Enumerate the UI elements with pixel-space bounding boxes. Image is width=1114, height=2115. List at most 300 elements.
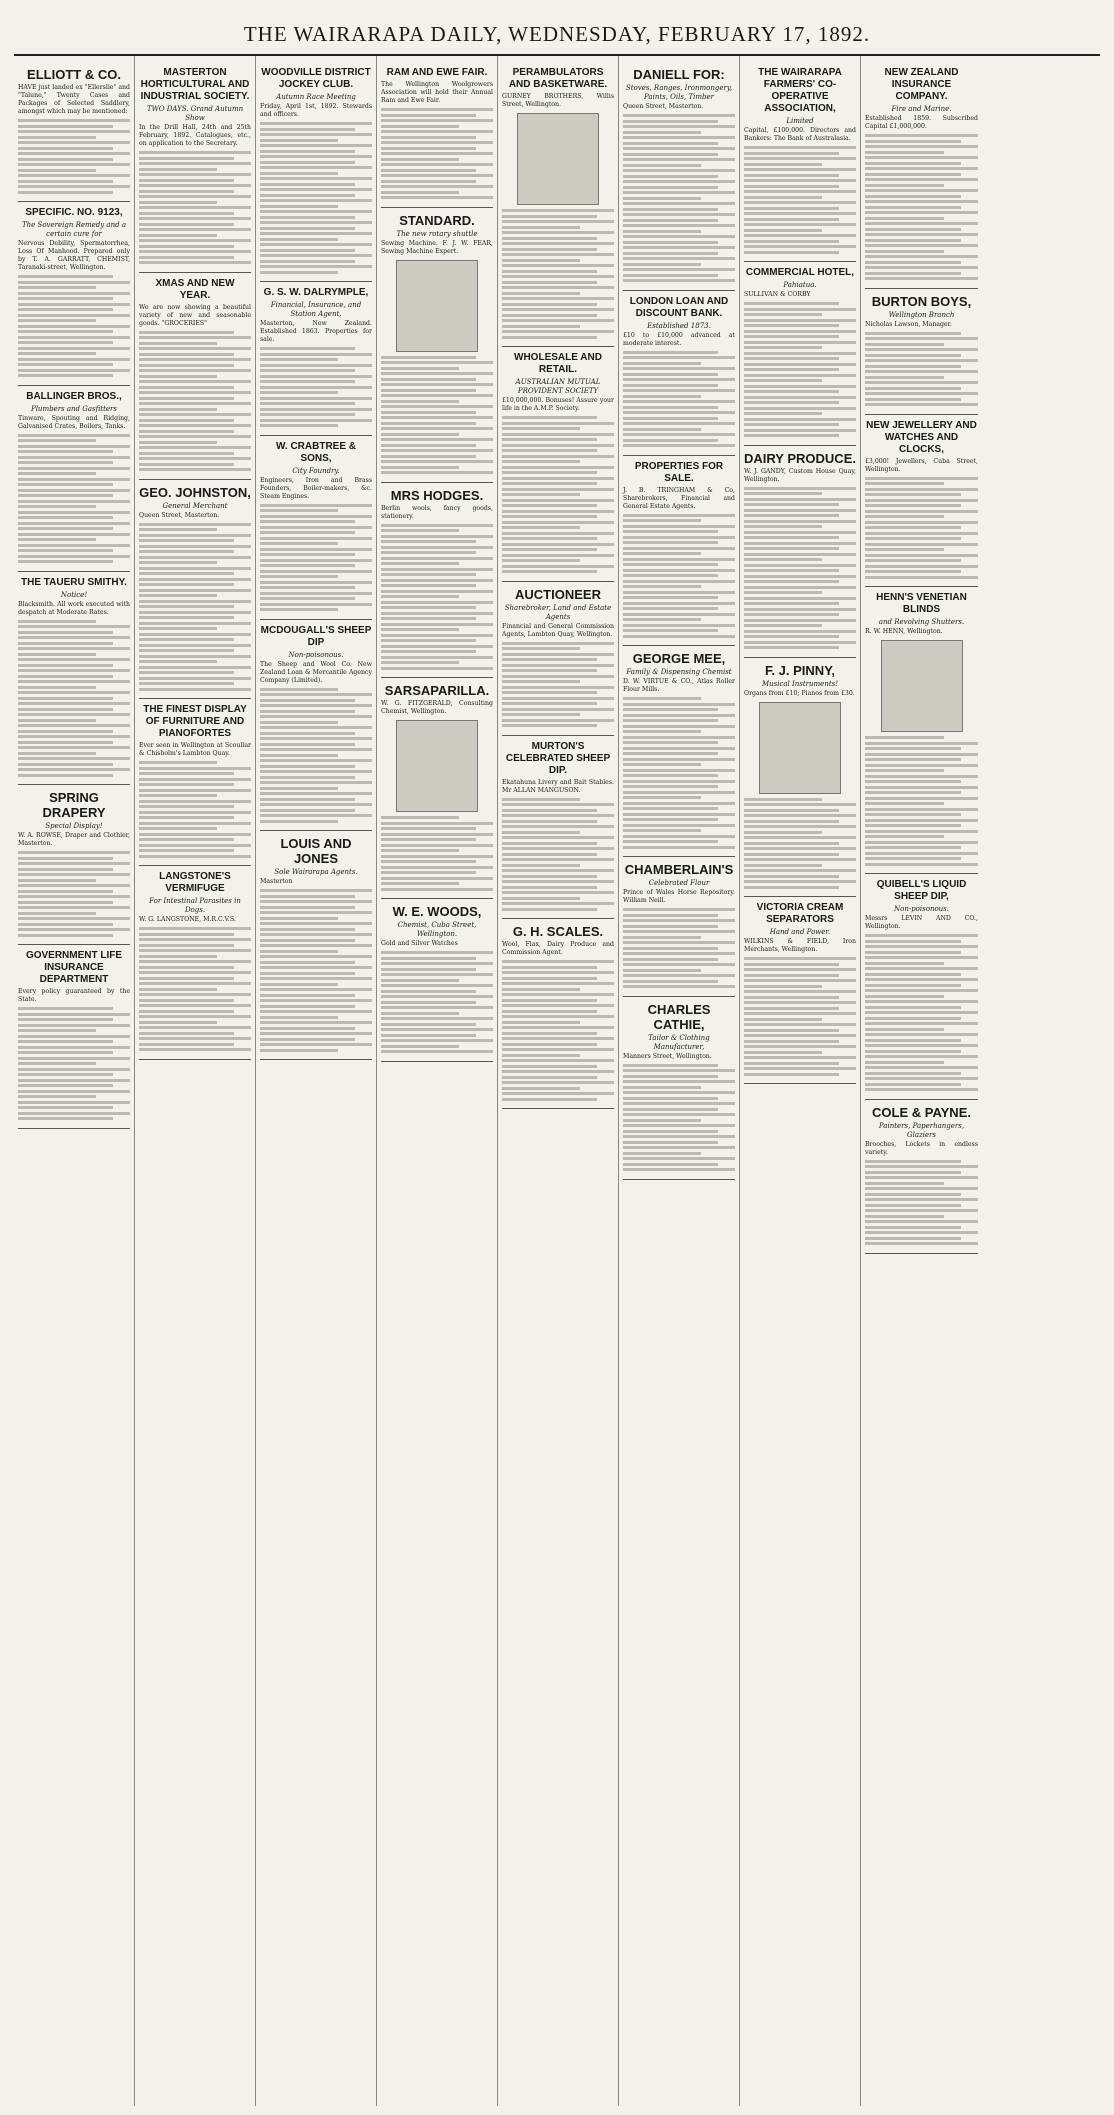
advertisement [260,436,372,620]
text-line [744,341,856,344]
text-line [139,638,234,641]
text-line [18,136,96,139]
text-line [744,814,856,817]
text-line [260,983,338,986]
text-line [502,286,614,289]
text-line [139,999,234,1002]
text-line [623,908,735,911]
text-line [18,730,113,733]
text-line [260,966,372,969]
text-line [623,125,735,128]
text-line [623,547,735,550]
text-line [139,419,234,422]
ad-subheading: Autumn Race Meeting [276,93,356,101]
column-6 [619,56,740,2106]
text-line [623,813,735,816]
text-line [260,950,338,953]
text-line [260,1027,355,1030]
text-line [18,680,130,683]
text-line [381,1012,459,1015]
text-line [381,367,459,370]
text-line [623,362,701,365]
text-line [381,1045,459,1048]
text-line [260,994,355,997]
text-line [260,166,372,169]
text-line [260,608,338,611]
text-line [381,816,459,819]
text-line [865,775,978,778]
text-line [381,995,493,998]
text-line [623,367,735,370]
ad-heading: F. J. PINNY, [764,662,836,678]
text-line [260,1038,355,1041]
ad-body: The Wellington Woolgrowers Association will hold their Annual Ram and Ewe Fair. [381,81,493,104]
ad-heading: PROPERTIES FOR SALE. [634,460,724,484]
text-line [865,1061,944,1064]
text-line [623,780,735,783]
text-line [623,1086,701,1089]
text-line [502,231,614,234]
text-line [744,1056,856,1059]
text-line [18,308,113,311]
text-line [865,532,978,535]
text-line [865,989,978,992]
text-line [502,1054,580,1057]
text-line [865,398,961,401]
advertisement [744,897,856,1084]
ad-body: Berlin wools, fancy goods, stationery. [381,504,493,520]
text-line [260,754,338,757]
text-line [139,369,251,372]
text-line [865,200,978,203]
text-line [502,836,614,839]
text-line [502,215,597,218]
engraving-illustration [881,640,963,732]
text-line [139,583,234,586]
text-line [865,1055,978,1058]
text-line [865,477,978,480]
text-line [381,433,459,436]
column-2 [135,56,256,2106]
text-line [744,558,822,561]
text-line [744,990,856,993]
text-line [139,822,251,825]
text-line [865,945,978,948]
text-line [260,586,355,589]
advertisement [744,446,856,658]
small-print [18,119,130,194]
text-line [623,158,735,161]
text-line [139,844,251,847]
text-line [865,228,961,231]
text-line [865,167,978,170]
text-line [623,147,735,150]
text-line [744,591,822,594]
ad-heading: W. CRABTREE & SONS, [276,440,356,464]
text-line [18,489,130,492]
text-line [260,988,372,991]
text-line [502,809,597,812]
text-line [744,842,839,845]
ad-body: Established 1859. Subscribed Capital £1,000,000. [865,115,978,130]
text-line [623,213,735,216]
text-line [381,568,493,571]
text-line [865,1209,978,1212]
text-line [260,391,338,394]
text-line [139,556,251,559]
ad-subheading: General Merchant [162,501,228,510]
text-line [502,993,614,996]
text-line [381,551,476,554]
text-line [502,275,614,278]
text-line [381,617,476,620]
text-line [139,838,234,841]
text-line [502,292,580,295]
text-line [139,408,217,411]
text-line [502,647,580,650]
text-line [502,510,614,513]
text-line [18,1062,96,1065]
advertisement [381,899,493,1062]
text-line [260,820,338,823]
ad-body: Queen Street, Masterton. [139,511,220,519]
text-line [139,783,234,786]
text-line [865,1182,944,1185]
text-line [260,721,338,724]
text-line [139,157,234,160]
text-line [865,797,978,800]
text-line [623,741,718,744]
text-line [18,319,96,322]
text-line [623,514,735,517]
column-1 [14,56,135,2106]
ad-heading: COLE & PAYNE. [872,1104,971,1120]
advertisement [18,945,130,1129]
advertisement [623,291,735,456]
text-line [139,767,251,770]
text-line [744,190,856,193]
ad-subheading: AUSTRALIAN MUTUAL PROVIDENT SOCIETY [515,378,601,395]
text-line [623,958,718,961]
advertisement [139,699,251,866]
text-line [623,774,718,777]
text-line [865,764,978,767]
text-line [139,250,251,253]
text-line [623,197,701,200]
text-line [623,1069,735,1072]
text-line [139,446,251,449]
text-line [260,776,355,779]
small-print [18,851,130,937]
text-line [744,174,839,177]
text-line [18,1013,130,1016]
small-print [865,736,978,866]
text-line [18,1112,130,1115]
text-line [502,886,597,889]
ad-heading: THE TAUERU SMITHY. [21,576,127,588]
text-line [623,818,718,821]
text-line [381,877,493,880]
text-line [260,177,372,180]
text-line [18,450,113,453]
text-line [260,122,372,125]
text-line [744,979,856,982]
text-line [865,250,944,253]
ad-heading: COMMERCIAL HOTEL, [745,267,855,278]
text-line [18,527,113,530]
text-line [260,397,372,400]
text-line [744,646,839,649]
advertisement [865,587,978,874]
text-line [260,504,372,507]
text-line [18,352,96,355]
text-line [139,380,251,383]
ad-body: We are now showing a beautiful variety of new and seasonable goods. "GROCERIES" [139,303,251,327]
advertisement [623,646,735,857]
ad-heading: XMAS AND NEW YEAR. [155,277,235,301]
text-line [260,592,372,595]
text-line [260,238,338,241]
advertisement [744,62,856,262]
text-line [260,906,355,909]
text-line [865,841,978,844]
text-line [260,787,338,790]
text-line [18,636,130,639]
text-line [865,1176,978,1179]
text-line [139,452,234,455]
text-line [502,537,597,540]
text-line [502,303,597,306]
small-print [865,1160,978,1246]
text-line [139,655,251,658]
text-line [744,553,856,556]
text-line [865,1193,961,1196]
text-line [865,504,961,507]
text-line [623,257,735,260]
text-line [18,879,96,882]
text-line [18,478,130,481]
text-line [139,256,234,259]
text-line [260,386,372,389]
text-line [260,144,372,147]
text-line [744,1018,822,1021]
small-print [260,122,372,274]
text-line [260,150,355,153]
text-line [139,816,234,819]
text-line [623,142,718,145]
text-line [623,1130,718,1133]
text-line [139,391,251,394]
text-line [260,1043,372,1046]
text-line [139,435,251,438]
text-line [260,911,372,914]
ad-subheading: The new rotary shuttle [396,229,478,238]
ad-heading: ELLIOTT & CO. [27,67,121,82]
text-line [865,1050,961,1053]
text-line [865,376,944,379]
text-line [260,260,355,263]
text-line [865,576,978,579]
advertisement [18,386,130,572]
text-line [502,1070,614,1073]
text-line [502,237,597,240]
advertisement [502,919,614,1109]
text-line [623,136,735,139]
text-line [139,611,251,614]
text-line [139,375,217,378]
text-line [865,1083,961,1086]
text-line [623,807,718,810]
text-line [381,524,493,527]
text-line [139,622,251,625]
text-line [744,492,822,495]
text-line [260,531,355,534]
text-line [260,564,355,567]
text-line [139,594,217,597]
ad-body: Nervous Debility, Spermatorrhea, Loss Of Manhood. Prepared only by T. A. GARRATT, CHEMIST, Taranaki-street, Wellington. [18,240,130,271]
text-line [260,922,372,925]
text-line [260,1032,372,1035]
advertisement [502,736,614,920]
text-line [623,585,701,588]
text-line [381,163,493,166]
small-print [260,889,372,1052]
ad-heading: VICTORIA CREAM SEPARATORS [756,902,844,925]
text-line [502,270,597,273]
text-line [744,407,856,410]
text-line [18,191,113,194]
text-line [865,753,978,756]
text-line [865,1204,961,1207]
ad-heading: CHARLES CATHIE, [647,1001,711,1032]
text-line [865,802,944,805]
text-line [865,1088,978,1091]
text-line [502,847,614,850]
text-line [744,880,856,883]
ad-heading: SPECIFIC. NO. 9123, [25,207,123,218]
text-line [865,343,944,346]
ad-body: £10 to £10,000 advanced at moderate interest. [623,331,735,347]
advertisement [260,620,372,832]
text-line [502,209,614,212]
text-line [623,914,718,917]
text-line [865,1160,961,1163]
text-line [260,939,355,942]
text-line [502,971,614,974]
text-line [623,569,735,572]
text-line [744,179,856,182]
text-line [623,1075,718,1078]
advertisement [381,208,493,483]
text-line [623,596,718,599]
text-line [865,499,978,502]
ad-body: Sewing Machine. F. J. W. FEAR, Sewing Machine Expert. [381,239,493,255]
advertisement [260,62,372,282]
text-line [623,763,701,766]
text-line [381,1034,476,1037]
text-line [502,1010,597,1013]
small-print [18,620,130,777]
ad-body: W. G. LANGSTONE, M.R.C.V.S. [139,916,236,923]
text-line [139,528,217,531]
text-line [623,428,701,431]
text-line [502,493,580,496]
text-line [260,803,372,806]
ad-heading: DANIELL FOR: [633,67,725,82]
text-line [865,1226,961,1229]
text-line [623,406,718,409]
text-line [381,455,476,458]
text-line [623,919,735,922]
text-line [18,330,113,333]
text-line [381,833,493,836]
text-line [18,297,113,300]
ad-subheading: Notice! [60,590,88,599]
text-line [260,710,355,713]
advertisement [865,289,978,415]
text-line [865,162,961,165]
text-line [139,933,234,936]
text-line [502,297,614,300]
text-line [381,152,493,155]
text-line [865,222,978,225]
text-line [139,468,251,471]
text-line [865,554,978,557]
text-line [502,565,614,568]
small-print [381,816,493,891]
text-line [260,999,372,1002]
text-line [744,487,856,490]
text-line [260,900,372,903]
text-line [502,642,614,645]
ad-body: W. G. FITZGERALD, Consulting Chemist, Wellington. [381,700,493,715]
text-line [502,460,580,463]
text-line [502,869,614,872]
text-line [623,985,735,988]
text-line [260,1010,372,1013]
text-line [865,134,978,137]
text-line [18,292,130,295]
text-line [18,325,130,328]
text-line [623,952,735,955]
text-line [381,882,459,885]
text-line [744,352,856,355]
text-line [260,227,355,230]
text-line [139,331,234,334]
text-line [381,191,459,194]
ad-subheading: Plumbers and Gasfitters [30,404,117,413]
text-line [139,1015,251,1018]
text-line [139,234,217,237]
text-line [865,1039,961,1042]
ad-heading: LOUIS AND JONES [280,836,352,866]
ad-heading: WHOLESALE AND RETAIL. [514,352,602,375]
text-line [744,525,822,528]
text-line [744,803,856,806]
text-line [260,759,372,762]
text-line [623,246,735,249]
text-line [623,769,735,772]
text-line [18,746,130,749]
text-line [18,912,96,915]
engraving-illustration [517,113,599,205]
text-line [381,871,476,874]
text-line [139,589,251,592]
text-line [18,868,113,871]
small-print [744,487,856,650]
text-line [260,1005,355,1008]
text-line [381,650,476,653]
